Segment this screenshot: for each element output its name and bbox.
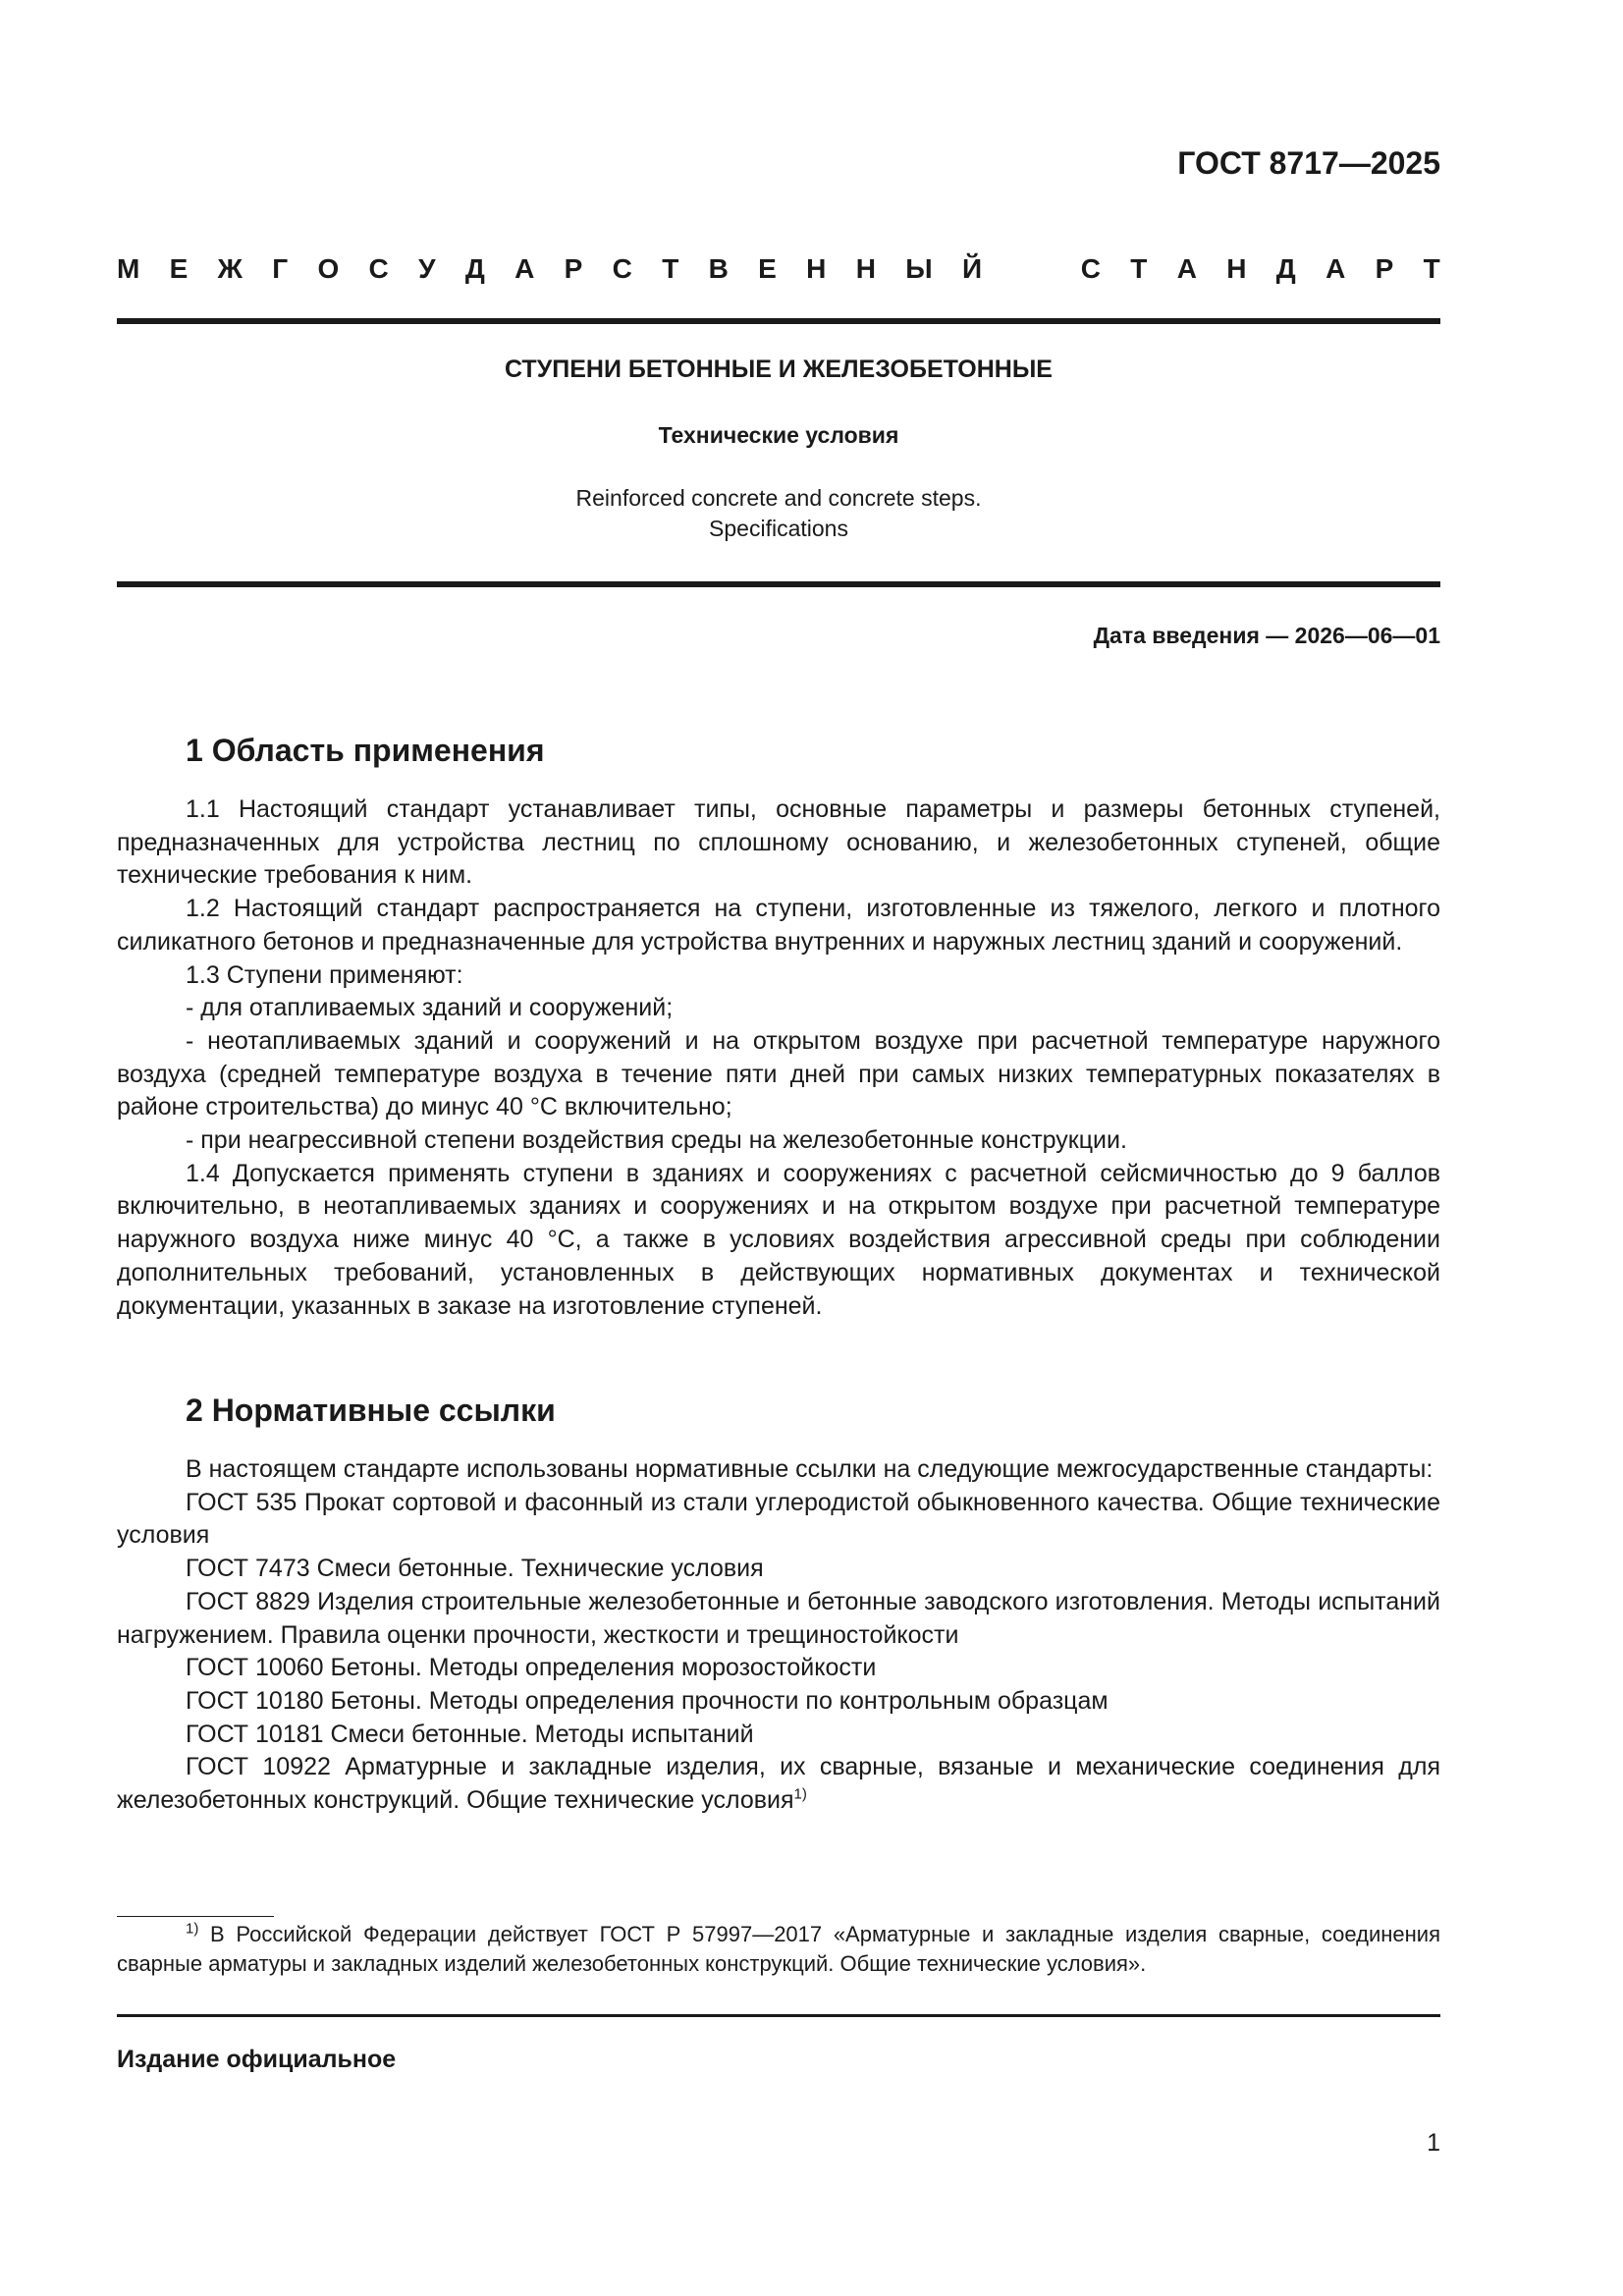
heading-letter: М [117, 253, 140, 284]
heading-letter: Ы [905, 253, 933, 284]
standard-code: ГОСТ 8717—2025 [1177, 145, 1440, 181]
heading-letter: Е [758, 253, 777, 284]
list-item: - для отапливаемых зданий и сооружений; [186, 994, 674, 1022]
edition-label: Издание официальное [117, 2046, 397, 2073]
footnote-text-paragraph [117, 1920, 1440, 1979]
document-page [117, 0, 1440, 2296]
footer-rule [117, 2014, 1440, 2017]
reference-item [117, 1751, 1440, 1817]
heading-letter: А [1325, 253, 1346, 284]
reference-item: ГОСТ 10181 Смеси бетонные. Методы испытаний [186, 1720, 754, 1748]
heading-letter: Р [1375, 253, 1394, 284]
paragraph: 1.1 Настоящий стандарт устанавливает типы, основные параметры и размеры бетонных ступеней, предназначенных для устройства лестниц по сплошному основанию, и железобетонных ступеней, общие технические требования к ним. [117, 795, 1440, 890]
heading-letter: С [1080, 253, 1101, 284]
interstate-standard-heading [117, 253, 1440, 285]
heading-letter: Д [1275, 253, 1296, 284]
heading-letter: С [368, 253, 389, 284]
page-number: 1 [1427, 2129, 1440, 2157]
heading-letter: Н [806, 253, 827, 284]
paragraph: В настоящем стандарте использованы нормативные ссылки на следующие межгосударственные стандарты: [186, 1455, 1434, 1483]
heading-letter: А [514, 253, 535, 284]
footnote-rule [117, 1916, 274, 1917]
word-gap [1011, 253, 1051, 285]
heading-letter: Н [855, 253, 876, 284]
reference-item: ГОСТ 8829 Изделия строительные железобетонные и бетонные заводского изготовления. Методы испытаний нагружением. Правила оценки прочности, жесткости и трещиностойкости [117, 1587, 1440, 1649]
heading-letter: Г [272, 253, 289, 284]
english-title-line2: Specifications [709, 516, 848, 541]
english-title-line1: Reinforced concrete and concrete steps. [575, 485, 982, 511]
section-1-heading: 1 Область применения [186, 733, 545, 768]
introduction-date: Дата введения — 2026—06—01 [1093, 623, 1440, 648]
heading-letter: С [612, 253, 632, 284]
heading-letter: Т [662, 253, 679, 284]
heading-letter: Д [464, 253, 485, 284]
reference-text: ГОСТ 10922 Арматурные и закладные изделия, их сварные, вязаные и механические соединения для железобетонных конструкций. Общие технические условия [117, 1753, 1440, 1815]
heading-letter: Й [961, 253, 983, 284]
heading-letter: О [317, 253, 340, 284]
heading-letter: У [418, 253, 436, 284]
heading-letter: Т [1423, 253, 1440, 284]
heading-letter: В [708, 253, 729, 284]
reference-item: ГОСТ 10180 Бетоны. Методы определения прочности по контрольным образцам [186, 1686, 1109, 1715]
heading-letter: А [1176, 253, 1197, 284]
document-subtitle: Технические условия [658, 422, 899, 448]
english-title [117, 483, 1440, 544]
reference-item: ГОСТ 10060 Бетоны. Методы определения морозостойкости [186, 1654, 877, 1682]
footnote-text: В Российской Федерации действует ГОСТ Р 57997—2017 «Арматурные и закладные изделия сварные, соединения сварные арматуры и закладных изделий железобетонных конструкций. Общие технические условия». [117, 1922, 1440, 1976]
footnote-marker: 1) [793, 1785, 807, 1803]
reference-item: ГОСТ 535 Прокат сортовой и фасонный из стали углеродистой обыкновенного качества. Общие технические условия [117, 1488, 1440, 1550]
list-item: - неотапливаемых зданий и сооружений и на открытом воздухе при расчетной температуре наружного воздуха (средней температуре воздуха в течение пяти дней при самых низких температурных показателях в районе строительства) до минус 40 °С включительно; [117, 1026, 1440, 1121]
heading-letter: Р [564, 253, 583, 284]
list-item: - при неагрессивной степени воздействия среды на железобетонные конструкции. [186, 1126, 1127, 1155]
heading-letter: Т [1130, 253, 1148, 284]
heading-letter: Н [1226, 253, 1247, 284]
document-title: СТУПЕНИ БЕТОННЫЕ И ЖЕЛЕЗОБЕТОННЫЕ [505, 355, 1053, 383]
reference-item: ГОСТ 7473 Смеси бетонные. Технические условия [186, 1555, 764, 1583]
header-rule [117, 318, 1440, 324]
footnote-mark: 1) [186, 1920, 199, 1938]
paragraph: 1.2 Настоящий стандарт распространяется на ступени, изготовленные из тяжелого, легкого и плотного силикатного бетонов и предназначенные для устройства внутренних и наружных лестниц зданий и сооружений. [117, 895, 1440, 956]
paragraph: 1.4 Допускается применять ступени в зданиях и сооружениях с расчетной сейсмичностью до 9 баллов включительно, в неотапливаемых зданиях и сооружениях и на открытом воздухе при расчетной температуре наружного воздуха ниже минус 40 °С, а также в условиях воздействия агрессивной среды при соблюдении дополнительных требований, установленных в действующих нормативных документах и технической документации, указанных в заказе на изготовление ступеней. [117, 1159, 1440, 1320]
heading-letter: Е [169, 253, 189, 284]
title-rule [117, 581, 1440, 587]
section-2-body [117, 1453, 1440, 1818]
section-2-heading: 2 Нормативные ссылки [186, 1393, 556, 1428]
paragraph: 1.3 Ступени применяют: [186, 960, 463, 989]
heading-letter: Ж [217, 253, 243, 284]
section-1-body [117, 793, 1440, 1323]
footnote [117, 1920, 1440, 1979]
